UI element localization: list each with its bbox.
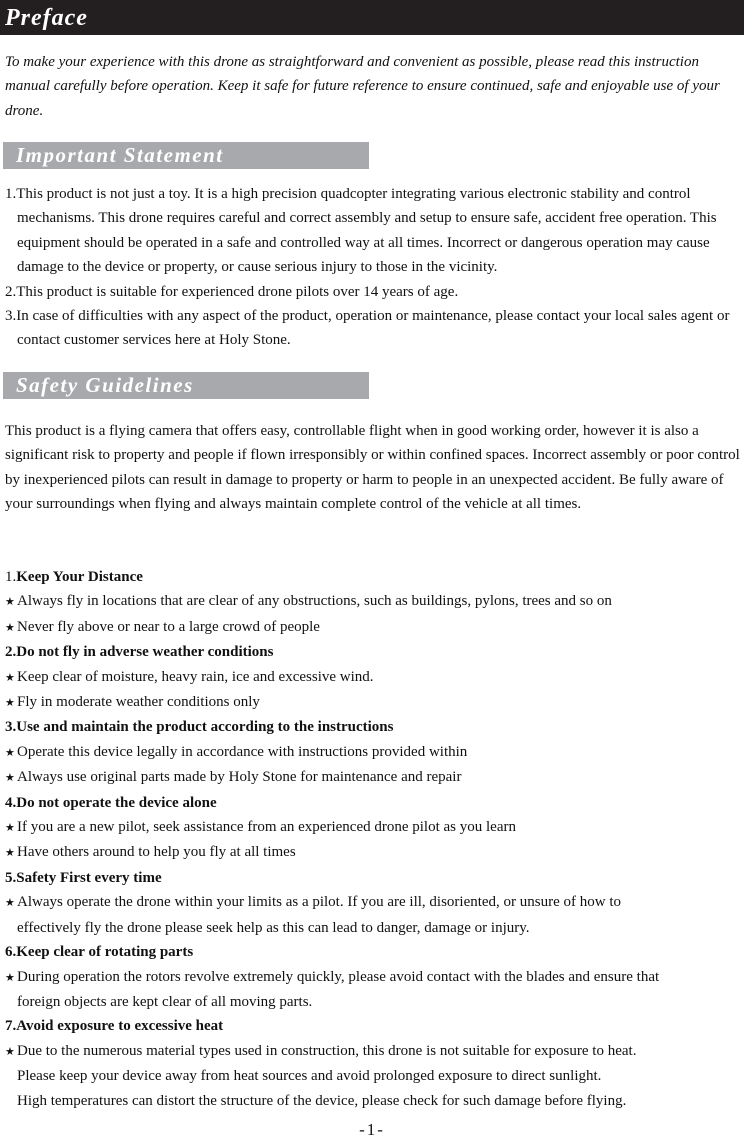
rule-heading: 4.Do not operate the device alone bbox=[5, 794, 217, 811]
safety-rules bbox=[5, 565, 735, 1113]
star-icon: ★ bbox=[5, 1044, 15, 1058]
safety-guidelines-header bbox=[3, 372, 369, 399]
rule-bullet-continuation: effectively fly the drone please seek help as this can lead to danger, damage or injury. bbox=[17, 919, 530, 936]
star-icon: ★ bbox=[5, 670, 15, 684]
list-item: 2.This product is suitable for experienced drone pilots over 14 years of age. bbox=[5, 283, 459, 300]
rule-heading: 2.Do not fly in adverse weather conditions bbox=[5, 644, 274, 661]
rule-heading: 3.Use and maintain the product according to the instructions bbox=[5, 719, 394, 736]
important-statement-list bbox=[5, 182, 740, 353]
rule-bullet: ★ Keep clear of moisture, heavy rain, ice and excessive wind. bbox=[5, 665, 735, 690]
star-icon: ★ bbox=[5, 821, 15, 835]
rule-bullet: ★ During operation the rotors revolve extremely quickly, please avoid contact with the blades and ensure that bbox=[5, 965, 735, 990]
rule-bullet: ★ If you are a new pilot, seek assistance from an experienced drone pilot as you learn bbox=[5, 815, 735, 840]
star-icon: ★ bbox=[5, 846, 15, 860]
preface-header bbox=[0, 0, 744, 35]
star-icon: ★ bbox=[5, 771, 15, 785]
rule-bullet: ★ Fly in moderate weather conditions only bbox=[5, 690, 735, 715]
star-icon: ★ bbox=[5, 745, 15, 759]
important-statement-title: Important Statement bbox=[16, 143, 224, 167]
rule-bullet: ★ Always fly in locations that are clear of any obstructions, such as buildings, pylons, trees and so on bbox=[5, 589, 735, 614]
rule-bullet: ★ Always use original parts made by Holy Stone for maintenance and repair bbox=[5, 765, 735, 790]
page-number: -1- bbox=[359, 1120, 385, 1139]
rule-bullet: ★ Always operate the drone within your limits as a pilot. If you are ill, disoriented, or unsure of how to bbox=[5, 890, 735, 915]
preface-intro: To make your experience with this drone as straightforward and convenient as possible, please read this instruction manual carefully before operation. Keep it safe for future reference to ensure continued, safe and enjoyable use of your drone. bbox=[5, 54, 720, 119]
star-icon: ★ bbox=[5, 970, 15, 984]
star-icon: ★ bbox=[5, 896, 15, 910]
safety-intro: This product is a flying camera that offers easy, controllable flight when in good working order, however it is also a significant risk to property and people if flown irresponsibly or within confined spaces. Incorrect assembly or poor control by inexperienced pilots can result in damage to property or harm to people in an unexpected accident. Be fully aware of your surroundings when flying and always maintain complete control of the vehicle at all times. bbox=[5, 423, 740, 513]
star-icon: ★ bbox=[5, 595, 15, 609]
star-icon: ★ bbox=[5, 620, 15, 634]
rule-bullet-continuation: High temperatures can distort the structure of the device, please check for such damage before flying. bbox=[17, 1092, 627, 1109]
rule-bullet-continuation: foreign objects are kept clear of all moving parts. bbox=[17, 993, 313, 1010]
important-statement-header bbox=[3, 142, 369, 169]
list-item: 1.This product is not just a toy. It is a high precision quadcopter integrating various electronic stability and control mechanisms. This drone requires careful and correct assembly and setup to ensure safe, accident free operation. This equipment should be operated in a safe and controlled way at all times. Incorrect or dangerous operation may cause damage to the device or property, or cause serious injury to those in the vicinity. bbox=[5, 186, 717, 276]
rule-bullet: ★ Never fly above or near to a large crowd of people bbox=[5, 615, 735, 640]
list-item: 3.In case of difficulties with any aspect of the product, operation or maintenance, please contact your local sales agent or contact customer services here at Holy Stone. bbox=[5, 308, 730, 349]
rule-bullet: ★ Due to the numerous material types used in construction, this drone is not suitable for exposure to heat. bbox=[5, 1039, 735, 1064]
rule-heading: 1.Keep Your Distance bbox=[5, 569, 143, 585]
rule-bullet: ★ Operate this device legally in accordance with instructions provided within bbox=[5, 740, 735, 765]
safety-guidelines-title: Safety Guidelines bbox=[16, 373, 194, 397]
rule-heading: 7.Avoid exposure to excessive heat bbox=[5, 1018, 224, 1035]
rule-heading: 6.Keep clear of rotating parts bbox=[5, 944, 194, 961]
star-icon: ★ bbox=[5, 696, 15, 710]
rule-bullet-continuation: Please keep your device away from heat sources and avoid prolonged exposure to direct sunlight. bbox=[17, 1068, 602, 1085]
rule-heading: 5.Safety First every time bbox=[5, 869, 162, 886]
preface-title: Preface bbox=[5, 5, 88, 31]
rule-bullet: ★ Have others around to help you fly at all times bbox=[5, 840, 735, 865]
